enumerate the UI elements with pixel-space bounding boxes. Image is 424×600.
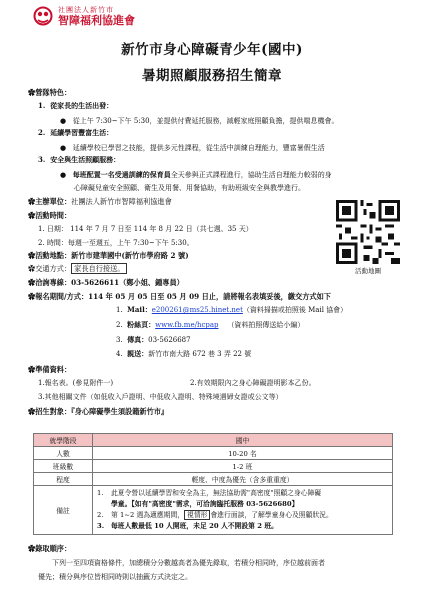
admission-line1: 下列一至四項資格條件，加總積分分數越高者為優先錄取，若積分相同時，序位越前面者 [52,559,325,567]
feature-1-bullet: ● 從上午 7:30~下午 5:30，並提供付費延托服務，減輕家庭照顧負擔，提供喘息機會。 [60,117,339,125]
feature-3-bullet: ● 每班配置一名受過訓練的保育員全天參與正式課程進行，協助生活自理能力較弱的身 [60,170,332,179]
contact: ✿洽詢專線：03-5626611（鄭小姐、鍾專員） [28,278,184,287]
signup-fb: 2. 粉絲頁：www.fb.me/hcpap （資料拍照傳送給小編） [116,320,305,329]
feature-2-bullet: ● 延續學校已學習之技能，提供多元性課程，從生活中訓練自理能力，豐富暑假生活 [60,144,325,152]
feature-2-title: 2. 延續學習豐富生活： [38,128,114,137]
org-name: 智障福利協進會 [58,13,135,27]
org-logo [32,6,135,26]
signup-visit: 4. 親送：新竹市南大路 672 巷 3 弄 22 號 [116,349,252,358]
table-row [34,434,393,447]
mail-link[interactable]: e200261@ms25.hinet.net [151,306,243,314]
feature-3-bullet-line2: 心障礙兒童安全照顧、衛生及用餐、用餐協助，有助班級安全與教學進行。 [74,184,305,192]
table-cell: 輕度、中度為優先（含多重重度） [93,473,393,486]
table-row [34,486,393,535]
organizer: ✿主辦單位：社團法人新竹市智障福利協進會 [28,197,172,206]
table-cell: 10-20 名 [93,447,393,460]
table-cell: 班級數 [34,460,93,473]
admission-heading: ✿錄取順序： [28,544,72,553]
venue: ✿活動地點：新竹市建華國中(新竹市學府路 2 號) [28,251,189,260]
fb-link[interactable]: www.fb.me/hcpap [155,321,219,329]
schedule-time: 2. 時間：每週一至週五，上午 7:30~下午 5:30。 [38,239,194,247]
table-cell: 人數 [34,447,93,460]
docs-line2: 3.其他相關文件（如低收入戶證明、中低收入證明、特殊境遇婦女證或公文等） [38,393,283,401]
org-sub-name: 社團法人新竹市 [58,5,114,14]
page-title: 新竹市身心障礙青少年(國中) [121,42,303,58]
feature-3-title: 3. 安全與生活照顧服務： [38,155,121,164]
table-cell: 備註 [34,486,93,535]
table-header-label: 就學階段 [34,434,93,447]
qr-code-icon[interactable] [336,200,400,264]
table-row [34,473,393,486]
table-header-value: 國中 [93,434,393,447]
admission-line2: 優先；積分與序位皆相同時則以抽籤方式決定之。 [38,573,192,581]
diamond-icon: ✿ [28,88,36,97]
map-caption: 活動地圖 [355,267,381,275]
table-row [34,447,393,460]
table-notes: 1. 此夏令營以延續學習和安全為主，無法協助需"高密度"照顧之身心障礙 學童。【如有"高密度"需求，可洽詢臨托服務 03-5626680】 2. 第 1~2 週為適應期間， 視情形 會進行面談，了解學童身心及照顧狀況。 3. 每班人數最低 10 人開班，未足 20 人不開設第 2 班。 [93,486,393,535]
schedule-heading: ✿活動時間： [28,211,72,220]
docs-line1a: 1.報名表。(參見附件一) [38,379,114,387]
table-row [34,460,393,473]
transport-value: 家長自行接送。 [71,263,127,274]
enrollment-table [33,433,393,535]
docs-heading: ✿準備資料： [28,365,72,374]
feature-1-title: 1. 從家長的生活出發： [38,101,114,110]
docs-line1b: 2.有效期限內之身心障礙證明影本乙份。 [190,379,316,387]
table-cell: 程度 [34,473,93,486]
logo-icon [32,6,54,26]
table-cell: 1-2 班 [93,460,393,473]
transport: ✿交通方式： 家長自行接送。 [28,264,127,274]
signup-heading: ✿報名期間/方式：114 年 05 月 05 日至 05 月 09 日止，請將報名表填妥後，繳交方式如下 [28,292,331,301]
target-heading: ✿招生對象：『身心障礙學生須設籍新竹市』 [28,407,169,416]
schedule-date: 1. 日期： 114 年 7 月 7 日至 114 年 8 月 22 日（共七週、35 天） [38,225,253,233]
features-heading: ✿營隊特色： [28,88,72,97]
signup-fax: 3. 傳真：03-5626687 [116,335,191,344]
signup-mail: 1. Mail：e200261@ms25.hinet.net（資料掃描或拍照後 Mail 協會） [116,305,348,314]
page-subtitle: 暑期照顧服務招生簡章 [142,68,282,84]
